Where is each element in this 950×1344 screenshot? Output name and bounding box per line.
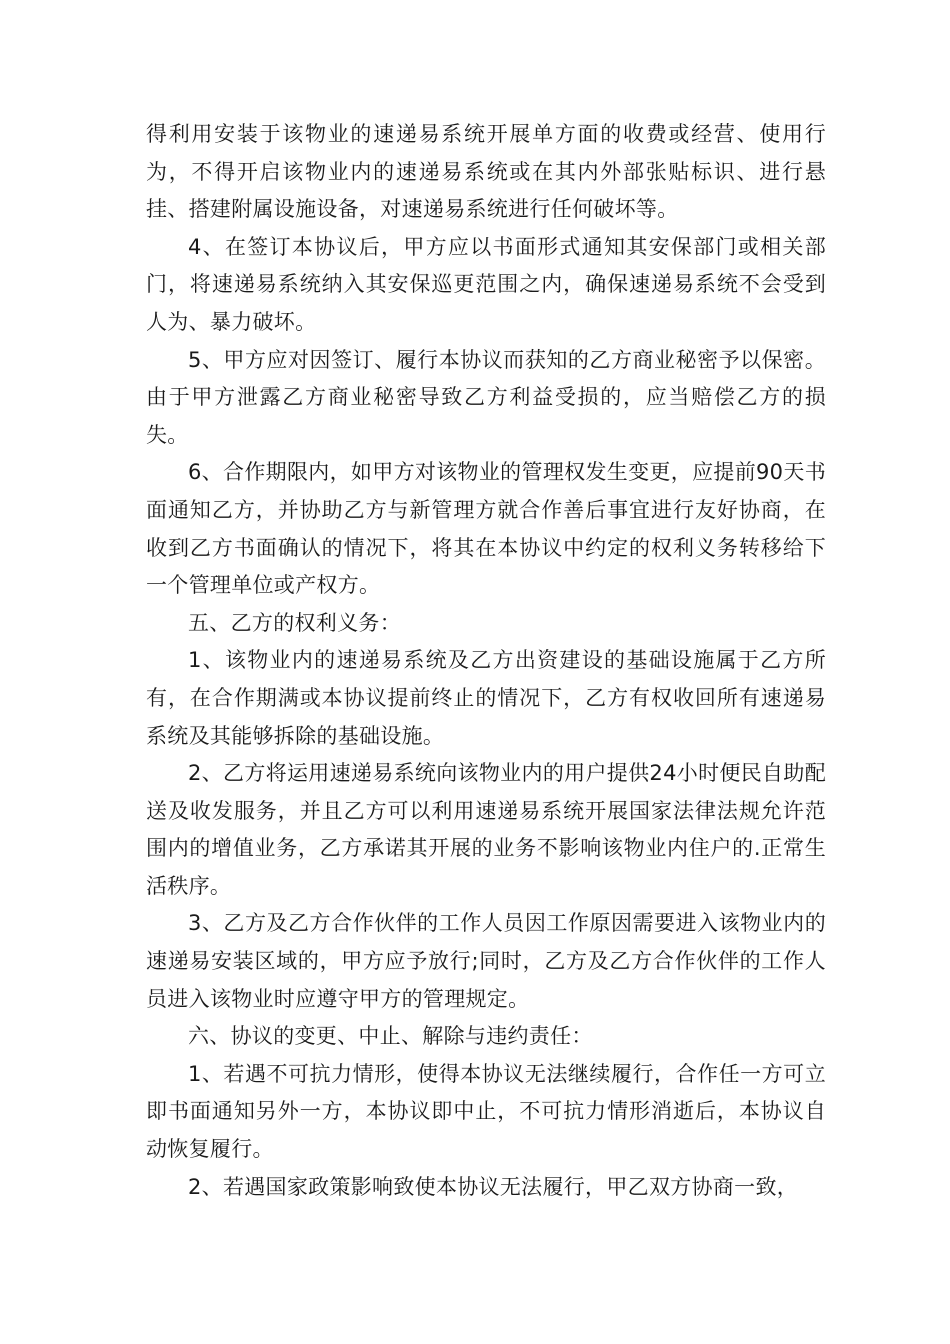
paragraph-change-clause-2: 2、若遇国家政策影响致使本协议无法履行，甲乙双方协商一致， (188, 1174, 799, 1199)
paragraph-change-clause-1: 1、若遇不可抗力情形，使得本协议无法继续履行，合作任一方可立即书面通知另外一方，本协议即中止，不可抗力情形消逝后，本协议自动恢复履行。 (146, 1061, 826, 1162)
paragraph-continuation: 得利用安装于该物业的速递易系统开展单方面的收费或经营、使用行为，不得开启该物业内的速递易系统或在其内外部张贴标识、进行悬挂、搭建附属设施设备，对速递易系统进行任何破坏等。 (146, 122, 826, 222)
paragraph-clause-6: 6、合作期限内，如甲方对该物业的管理权发生变更，应提前90天书面通知乙方，并协助乙方与新管理方就合作善后事宜进行友好协商，在收到乙方书面确认的情况下，将其在本协议中约定的权利义务转移给下一个管理单位或产权方。 (146, 460, 826, 598)
section-heading-party-b-rights: 五、乙方的权利义务： (188, 610, 401, 635)
document-body (146, 116, 826, 1206)
paragraph-b-clause-1: 1、该物业内的速递易系统及乙方出资建设的基础设施属于乙方所有，在合作期满或本协议提前终止的情况下，乙方有权收回所有速递易系统及其能够拆除的基础设施。 (146, 648, 826, 748)
paragraph-clause-4: 4、在签订本协议后，甲方应以书面形式通知其安保部门或相关部门，将速递易系统纳入其安保巡更范围之内，确保速递易系统不会受到人为、暴力破坏。 (146, 234, 826, 334)
paragraph-b-clause-3: 3、乙方及乙方合作伙伴的工作人员因工作原因需要进入该物业内的速递易安装区域的，甲方应予放行;同时，乙方及乙方合作伙伴的工作人员进入该物业时应遵守甲方的管理规定。 (146, 911, 826, 1011)
paragraph-b-clause-2: 2、乙方将运用速递易系统向该物业内的用户提供24小时便民自助配送及收发服务，并且乙方可以利用速递易系统开展国家法律法规允许范围内的增值业务，乙方承诺其开展的业务不影响该物业内住户的.正常生活秩序。 (146, 761, 826, 898)
section-heading-changes-breach: 六、协议的变更、中止、解除与违约责任： (188, 1024, 593, 1049)
paragraph-clause-5: 5、甲方应对因签订、履行本协议而获知的乙方商业秘密予以保密。由于甲方泄露乙方商业秘密导致乙方利益受损的，应当赔偿乙方的损失。 (146, 347, 826, 447)
